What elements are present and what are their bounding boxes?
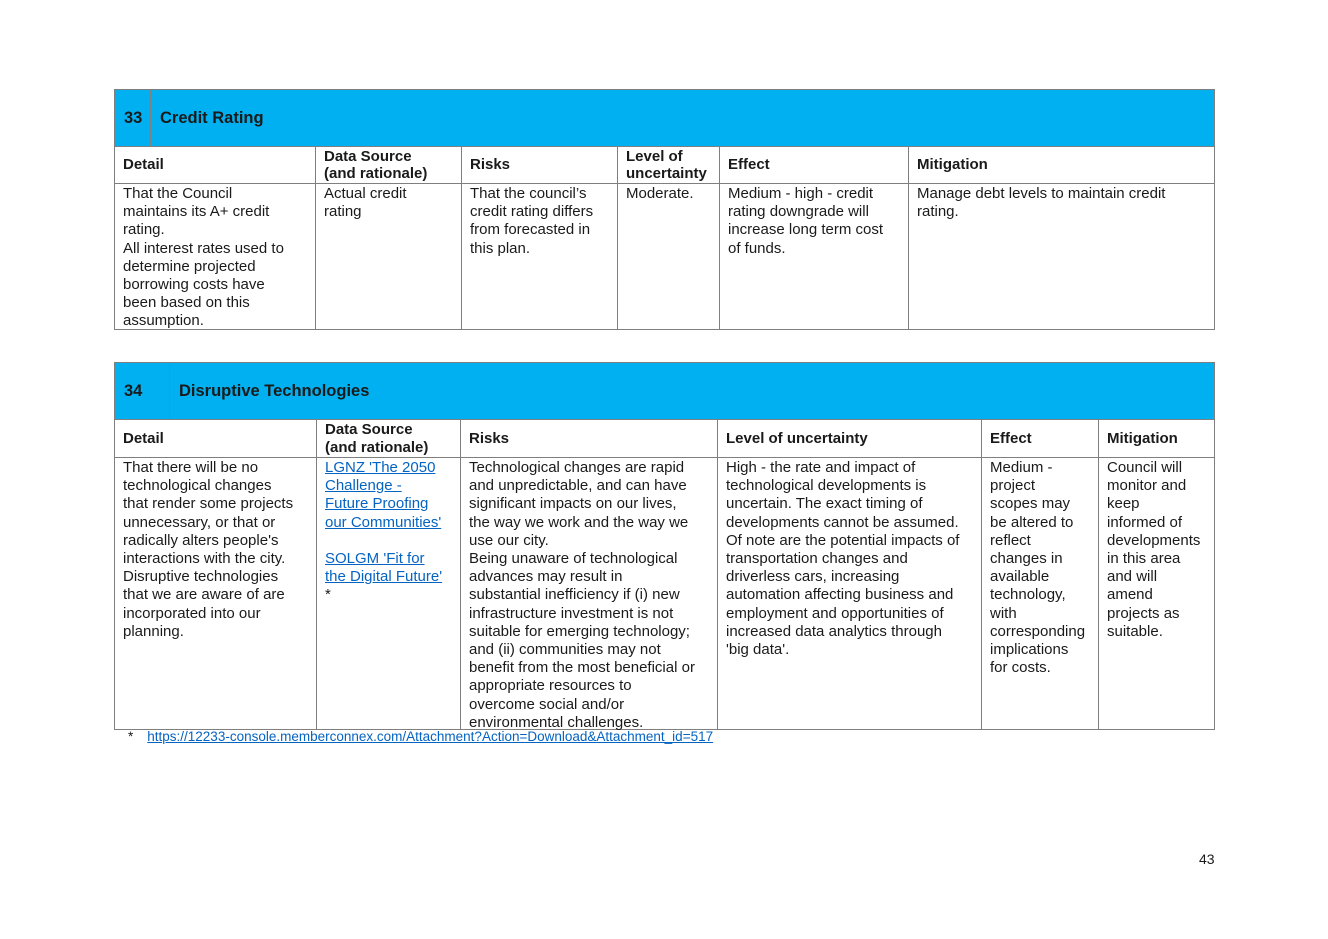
- cell-data-source: Actual credit rating: [316, 184, 462, 329]
- assumption-title: Credit Rating: [160, 108, 264, 127]
- cell-data-source: [317, 458, 461, 729]
- cell-risks: Technological changes are rapid and unpredictable, and can have significant impacts on our lives, the way we work and the way we use our city. Being unaware of technological advances may result in substantial inefficiency if (i) new infrastructure investment is not suitable for emerging technology; and (ii) communities may not benefit from the most beneficial or appropriate resources to overcome social and/or environmental challenges.: [461, 458, 718, 729]
- cell-uncertainty: Moderate.: [618, 184, 720, 329]
- solgm-fit-for-digital-future-link[interactable]: SOLGM 'Fit for the Digital Future': [325, 549, 443, 586]
- cell-risks: That the council’s credit rating differs from forecasted in this plan.: [462, 184, 618, 329]
- cell-mitigation: Manage debt levels to maintain credit rating.: [917, 185, 1166, 221]
- assumption-title: Disruptive Technologies: [179, 381, 370, 400]
- column-header-risks: Risks: [462, 147, 618, 183]
- column-header-row: [115, 147, 1214, 184]
- column-header-effect: Effect: [982, 420, 1099, 457]
- column-header-mitigation: Mitigation: [917, 156, 988, 174]
- footnote: [128, 729, 713, 744]
- column-header-detail: Detail: [115, 420, 317, 457]
- column-header-risks: Risks: [461, 420, 718, 457]
- cell-effect: Medium - project scopes may be altered to reflect changes in available technology, with corresponding implications for costs.: [982, 458, 1099, 729]
- column-header-uncertainty: Level of uncertainty: [718, 420, 982, 457]
- table-row: [115, 184, 1214, 329]
- column-header-row: [115, 420, 1214, 458]
- column-header-data-source: Data Source (and rationale): [317, 420, 461, 457]
- footnote-marker: *: [128, 729, 134, 744]
- assumption-table-disruptive-technologies: [114, 362, 1215, 730]
- assumption-table-credit-rating: [114, 89, 1215, 330]
- cell-effect: Medium - high - credit rating downgrade will increase long term cost of funds.: [720, 184, 909, 329]
- table-title-bar: [115, 363, 1214, 420]
- cell-mitigation: Council will monitor and keep informed of developments in this area and will amend projects as suitable.: [1107, 459, 1201, 640]
- cell-uncertainty: High - the rate and impact of technological developments is uncertain. The exact timing of developments cannot be assumed. Of note are the potential impacts of transportation changes and driverless cars, increasing automation affecting business and employment and opportunities of increased data analytics through 'big data'.: [718, 458, 982, 729]
- footnote-url-link[interactable]: https://12233-console.memberconnex.com/Attachment?Action=Download&Attachment_id=517: [147, 729, 714, 744]
- column-header-mitigation: Mitigation: [1107, 429, 1178, 447]
- column-header-data-source: Data Source (and rationale): [316, 147, 462, 183]
- assumption-number: 33: [115, 90, 151, 146]
- page-number: 43: [1199, 851, 1215, 867]
- table-row: [115, 458, 1214, 729]
- column-header-uncertainty: Level of uncertainty: [618, 147, 720, 183]
- column-header-detail: Detail: [115, 147, 316, 183]
- cell-detail: That there will be no technological changes that render some projects unnecessary, or that or radically alters people's interactions with the city. Disruptive technologies that we are aware of are incorporated into our planning.: [115, 458, 317, 729]
- lgnz-2050-challenge-link[interactable]: LGNZ 'The 2050 Challenge - Future Proofing our Communities': [325, 459, 442, 531]
- footnote-marker: *: [325, 586, 331, 604]
- column-header-effect: Effect: [720, 147, 909, 183]
- assumption-number: 34: [115, 363, 170, 419]
- cell-detail: That the Council maintains its A+ credit rating. All interest rates used to determine projected borrowing costs have been based on this assumption.: [115, 184, 316, 329]
- table-title-bar: [115, 90, 1214, 147]
